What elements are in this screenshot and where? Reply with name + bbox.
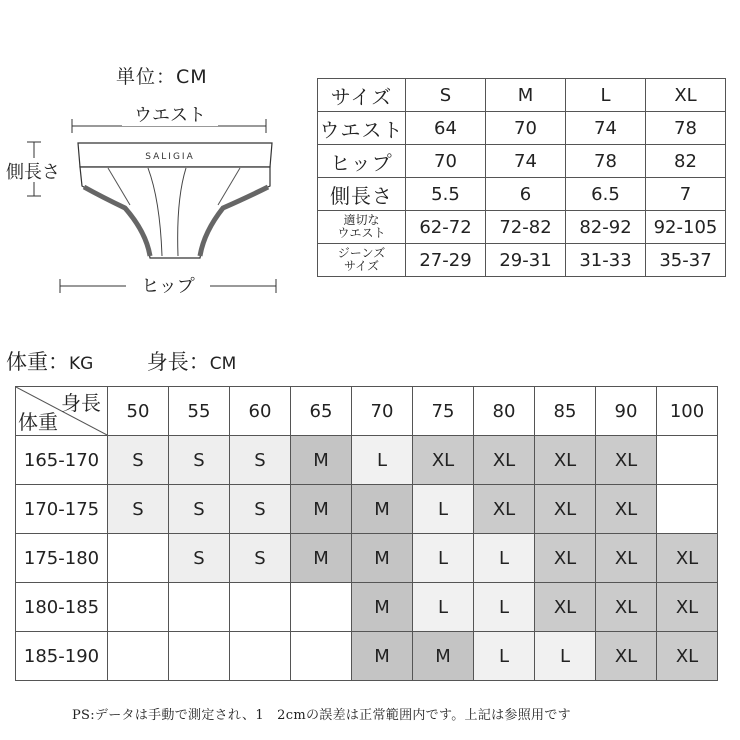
unit-label: 単位：CM <box>116 66 208 88</box>
grid-cell: XL <box>413 436 474 485</box>
row-label-line: 適切な <box>343 213 380 227</box>
brand-label: SALIGIA <box>145 152 195 162</box>
table-row <box>318 112 726 145</box>
grid-col-header: 80 <box>474 387 535 436</box>
size-header-l: L <box>566 79 646 112</box>
grid-cell: M <box>352 632 413 681</box>
height-label: 身長： <box>146 350 210 374</box>
row-label-line: ジーンズ <box>337 246 386 260</box>
grid-row-header: 185-190 <box>16 632 108 681</box>
table-cell: 27-29 <box>406 244 486 277</box>
grid-cell: XL <box>657 583 718 632</box>
table-cell: 31-33 <box>566 244 646 277</box>
table-cell: 6 <box>486 178 566 211</box>
grid-cell: XL <box>596 485 657 534</box>
grid-row-header: 165-170 <box>16 436 108 485</box>
grid-col-header: 75 <box>413 387 474 436</box>
grid-cell <box>169 632 230 681</box>
grid-cell: M <box>291 485 352 534</box>
grid-cell: M <box>352 485 413 534</box>
grid-cell: XL <box>474 485 535 534</box>
grid-cell: XL <box>535 436 596 485</box>
grid-cell: S <box>230 436 291 485</box>
grid-col-header: 90 <box>596 387 657 436</box>
grid-col-header: 50 <box>108 387 169 436</box>
corner-weight-label: 体重 <box>18 410 58 434</box>
grid-cell: XL <box>474 436 535 485</box>
row-label-waist: ウエスト <box>318 112 406 145</box>
size-table <box>317 78 726 277</box>
grid-cell <box>169 583 230 632</box>
size-header-label: サイズ <box>318 79 406 112</box>
grid-cell: L <box>535 632 596 681</box>
table-row <box>16 534 718 583</box>
grid-cell <box>657 485 718 534</box>
grid-col-header: 65 <box>291 387 352 436</box>
table-row <box>318 244 726 277</box>
table-row <box>318 79 726 112</box>
grid-cell: M <box>352 583 413 632</box>
hip-label: ヒップ <box>141 276 195 297</box>
waist-label: ウエスト <box>134 105 206 126</box>
grid-cell <box>108 632 169 681</box>
grid-cell: XL <box>535 583 596 632</box>
table-cell: 78 <box>566 145 646 178</box>
side-length-label: 側長さ <box>6 162 60 183</box>
grid-corner <box>16 387 108 436</box>
size-recommendation-grid <box>15 386 718 681</box>
units-line <box>6 346 236 376</box>
table-cell: 6.5 <box>566 178 646 211</box>
grid-cell: S <box>108 485 169 534</box>
table-cell: 35-37 <box>646 244 726 277</box>
grid-cell: L <box>413 583 474 632</box>
grid-cell: L <box>474 534 535 583</box>
grid-cell <box>230 583 291 632</box>
grid-cell: M <box>291 534 352 583</box>
row-label-fit-waist <box>318 211 406 244</box>
grid-col-header: 100 <box>657 387 718 436</box>
table-row <box>318 178 726 211</box>
grid-cell: XL <box>657 534 718 583</box>
corner-height-label: 身長 <box>61 391 101 415</box>
grid-col-header: 85 <box>535 387 596 436</box>
size-header-xl: XL <box>646 79 726 112</box>
grid-cell: S <box>169 436 230 485</box>
table-cell: 62-72 <box>406 211 486 244</box>
grid-cell: S <box>108 436 169 485</box>
row-label-side: 側長さ <box>318 178 406 211</box>
grid-cell: S <box>230 485 291 534</box>
row-label-line: ウエスト <box>337 226 386 240</box>
grid-cell <box>230 632 291 681</box>
grid-cell: L <box>352 436 413 485</box>
grid-cell <box>108 583 169 632</box>
grid-cell <box>291 632 352 681</box>
row-label-hip: ヒップ <box>318 145 406 178</box>
table-cell: 70 <box>486 112 566 145</box>
weight-unit: KG <box>69 354 94 374</box>
grid-cell: M <box>352 534 413 583</box>
table-row <box>16 436 718 485</box>
height-unit: CM <box>209 354 237 374</box>
grid-cell: S <box>230 534 291 583</box>
table-cell: 7 <box>646 178 726 211</box>
table-row <box>318 211 726 244</box>
grid-row-header: 175-180 <box>16 534 108 583</box>
table-cell: 92-105 <box>646 211 726 244</box>
grid-cell: S <box>169 534 230 583</box>
table-cell: 5.5 <box>406 178 486 211</box>
grid-cell: XL <box>596 436 657 485</box>
grid-cell <box>657 436 718 485</box>
grid-cell: XL <box>596 534 657 583</box>
grid-col-header: 70 <box>352 387 413 436</box>
table-cell: 74 <box>566 112 646 145</box>
grid-cell: M <box>413 632 474 681</box>
grid-cell: L <box>474 583 535 632</box>
row-label-jeans <box>318 244 406 277</box>
table-cell: 29-31 <box>486 244 566 277</box>
grid-cell: XL <box>535 534 596 583</box>
grid-row-header: 180-185 <box>16 583 108 632</box>
grid-cell: L <box>413 485 474 534</box>
table-row <box>16 583 718 632</box>
grid-cell: S <box>169 485 230 534</box>
table-row <box>16 632 718 681</box>
weight-label: 体重： <box>6 350 69 374</box>
grid-col-header: 55 <box>169 387 230 436</box>
table-cell: 82 <box>646 145 726 178</box>
footnote: PS:データは手動で測定され、1 2cmの誤差は正常範囲内です。上記は参照用です <box>72 708 571 723</box>
grid-cell <box>108 534 169 583</box>
grid-cell: XL <box>596 583 657 632</box>
table-cell: 72-82 <box>486 211 566 244</box>
table-cell: 74 <box>486 145 566 178</box>
grid-header-row <box>16 387 718 436</box>
table-row <box>318 145 726 178</box>
underwear-diagram <box>0 96 300 306</box>
grid-cell: XL <box>535 485 596 534</box>
size-header-m: M <box>486 79 566 112</box>
grid-cell <box>291 583 352 632</box>
row-label-line: サイズ <box>343 259 380 273</box>
grid-cell: M <box>291 436 352 485</box>
size-header-s: S <box>406 79 486 112</box>
table-cell: 78 <box>646 112 726 145</box>
table-cell: 82-92 <box>566 211 646 244</box>
table-row <box>16 485 718 534</box>
grid-cell: L <box>413 534 474 583</box>
grid-cell: XL <box>657 632 718 681</box>
table-cell: 70 <box>406 145 486 178</box>
grid-cell: L <box>474 632 535 681</box>
grid-col-header: 60 <box>230 387 291 436</box>
grid-cell: XL <box>596 632 657 681</box>
table-cell: 64 <box>406 112 486 145</box>
grid-row-header: 170-175 <box>16 485 108 534</box>
